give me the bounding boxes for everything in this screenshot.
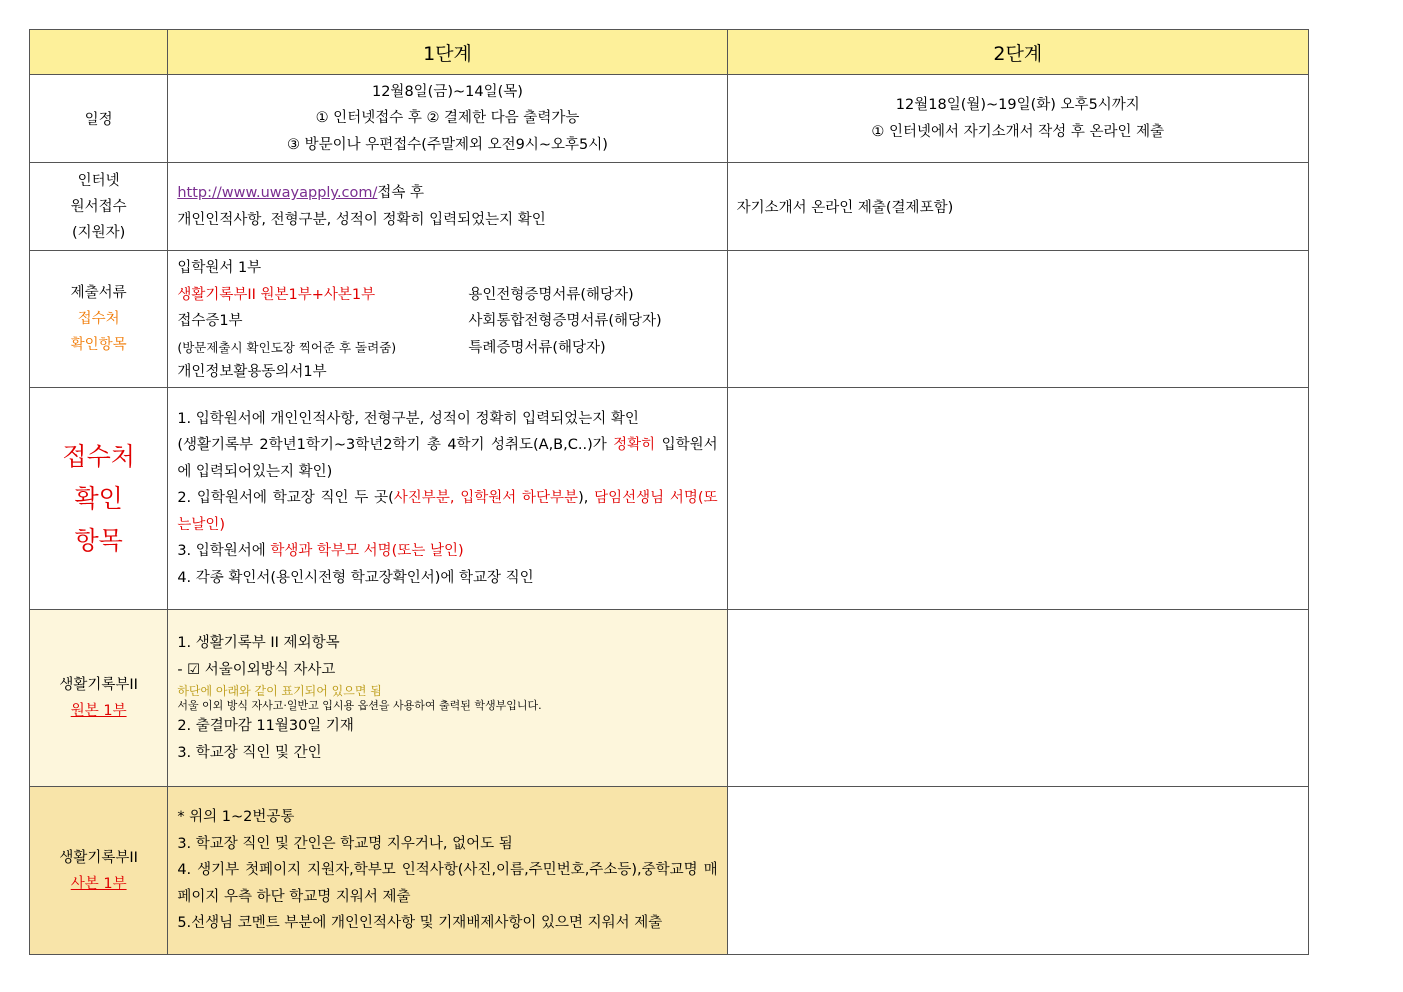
documents-visit-note: (방문제출시 확인도장 찍어준 후 돌려줌) [177,339,397,355]
documents-label-line1: 제출서류 [70,285,127,301]
original-line4: 3. 학교장 직인 및 간인 [177,744,322,761]
copy-stage2-empty [727,787,1308,955]
internet-label [30,163,168,251]
copy-line3: 4. 생기부 첫페이지 지원자,학부모 인적사항(사진,이름,주민번호,주소등),중학교명 매 페이지 우측 하단 학교명 지워서 제출 [177,862,718,905]
documents-special-line: 특례증명서류(해당자) [468,339,606,356]
original-line2 [177,657,717,684]
schedule-stage1 [168,75,727,163]
uwayapply-link[interactable]: http://www.uwayapply.com/ [177,185,378,201]
copy-stage1 [168,787,727,955]
original-line3: 2. 출결마감 11월30일 기재 [177,718,354,734]
header-stage1: 1단계 [168,30,727,75]
original-line1: 1. 생활기록부 II 제외항목 [177,635,340,651]
checkbox-checked-icon: ☑ [187,661,201,678]
schedule-stage1-line3: ③ 방문이나 우편접수(주말제외 오전9시~오후5시) [287,136,608,153]
original-stage1 [168,610,727,787]
check-label-line1: 접수처 [62,441,135,471]
check-row [30,388,1309,610]
schedule-stage2-line2: ① 인터넷에서 자기소개서 작성 후 온라인 제출 [871,123,1165,140]
header-corner-cell [30,30,168,75]
check-label [30,388,168,610]
check-item1-detail [177,432,717,485]
check-item3 [177,538,717,565]
url-suffix: 접속 후 [377,185,425,201]
documents-label-line2: 접수처 [77,311,120,327]
documents-receipt-line: 접수증1부 [177,313,243,329]
copy-row [30,787,1309,955]
check-item2-red1: 사진부분, 입학원서 하단부분 [393,490,579,507]
check-item1-detail-red: 정확히 [613,437,656,454]
documents-label-line3: 확인항목 [70,337,127,353]
check-item2-mid: ), [578,490,595,507]
original-line2-prefix: - [177,661,188,678]
original-row [30,610,1309,787]
check-item2 [177,485,717,538]
documents-stage1 [168,251,727,388]
original-line2-text: 서울이외방식 자사고 [200,661,336,678]
documents-stage2-empty [727,251,1308,388]
internet-row [30,163,1309,251]
schedule-stage2 [727,75,1308,163]
schedule-stage1-line2: ① 인터넷접수 후 ② 결제한 다음 출력가능 [315,110,580,127]
header-row [30,30,1309,75]
check-item1-detail-post: 입학원서에 입력되어있는지 확인) [177,437,718,480]
check-stage2-empty [727,388,1308,610]
documents-social-line: 사회통합전형증명서류(해당자) [468,313,662,329]
schedule-row [30,75,1309,163]
original-label-line2: 원본 1부 [70,703,127,719]
documents-two-column [177,282,717,362]
internet-stage2: 자기소개서 온라인 제출(결제포함) [727,163,1308,251]
documents-yongin-line: 용인전형증명서류(해당자) [468,286,634,303]
internet-label-line1: 인터넷 [77,172,120,189]
documents-line1: 입학원서 1부 [177,260,262,276]
documents-record-line: 생활기록부II 원본1부+사본1부 [177,286,376,303]
internet-check-line: 개인인적사항, 전형구분, 성적이 정확히 입력되었는지 확인 [177,211,546,228]
documents-right-column [468,282,661,362]
internet-stage1 [168,163,727,251]
copy-line1: * 위의 1~2번공통 [177,809,295,826]
copy-label-line2: 사본 1부 [70,875,127,892]
documents-row [30,251,1309,388]
internet-url-line [177,180,717,207]
copy-label-line1: 생활기록부II [59,849,138,866]
check-stage1 [168,388,727,610]
check-item1: 1. 입학원서에 개인인적사항, 전형구분, 성적이 정확히 입력되었는지 확인 [177,410,639,427]
check-item4: 4. 각종 확인서(용인시전형 학교장확인서)에 학교장 직인 [177,569,534,586]
admission-schedule-table [29,29,1309,955]
documents-last-line: 개인정보활용동의서1부 [177,364,327,380]
schedule-label: 일정 [30,75,168,163]
check-item1-detail-pre: (생활기록부 2학년1학기~3학년2학기 총 4학기 성취도(A,B,C..)가 [177,437,614,454]
schedule-stage1-line1: 12월8일(금)~14일(목) [371,83,523,100]
copy-label [30,787,168,955]
original-note: 하단에 아래와 같이 표기되어 있으면 됨 [177,684,382,698]
copy-line4: 5.선생님 코멘트 부분에 개인인적사항 및 기재배제사항이 있으면 지워서 제출 [177,915,663,932]
original-label [30,610,168,787]
original-stage2-empty [727,610,1308,787]
check-item2-red2: 담임선생님 서명(또는날인) [177,490,718,533]
documents-left-column [177,282,468,362]
documents-label [30,251,168,388]
check-item3-red: 학생과 학부모 서명(또는 날인) [270,543,464,560]
internet-label-line2: 원서접수 [70,198,127,215]
copy-line2: 3. 학교장 직인 및 간인은 학교명 지우거나, 없어도 됨 [177,835,513,852]
check-label-line3: 항목 [74,525,123,555]
schedule-stage2-line1: 12월18일(월)~19일(화) 오후5시까지 [895,97,1140,113]
check-item2-pre: 2. 입학원서에 학교장 직인 두 곳( [177,490,394,507]
original-sample-text: 서울 이외 방식 자사고·일반고 입시용 옵션을 사용하여 출력된 학생부입니다. [177,699,542,712]
check-item3-pre: 3. 입학원서에 [177,543,271,560]
header-stage2: 2단계 [727,30,1308,75]
original-label-line1: 생활기록부II [59,677,138,693]
check-label-line2: 확인 [74,483,123,513]
internet-label-line3: (지원자) [71,224,126,241]
